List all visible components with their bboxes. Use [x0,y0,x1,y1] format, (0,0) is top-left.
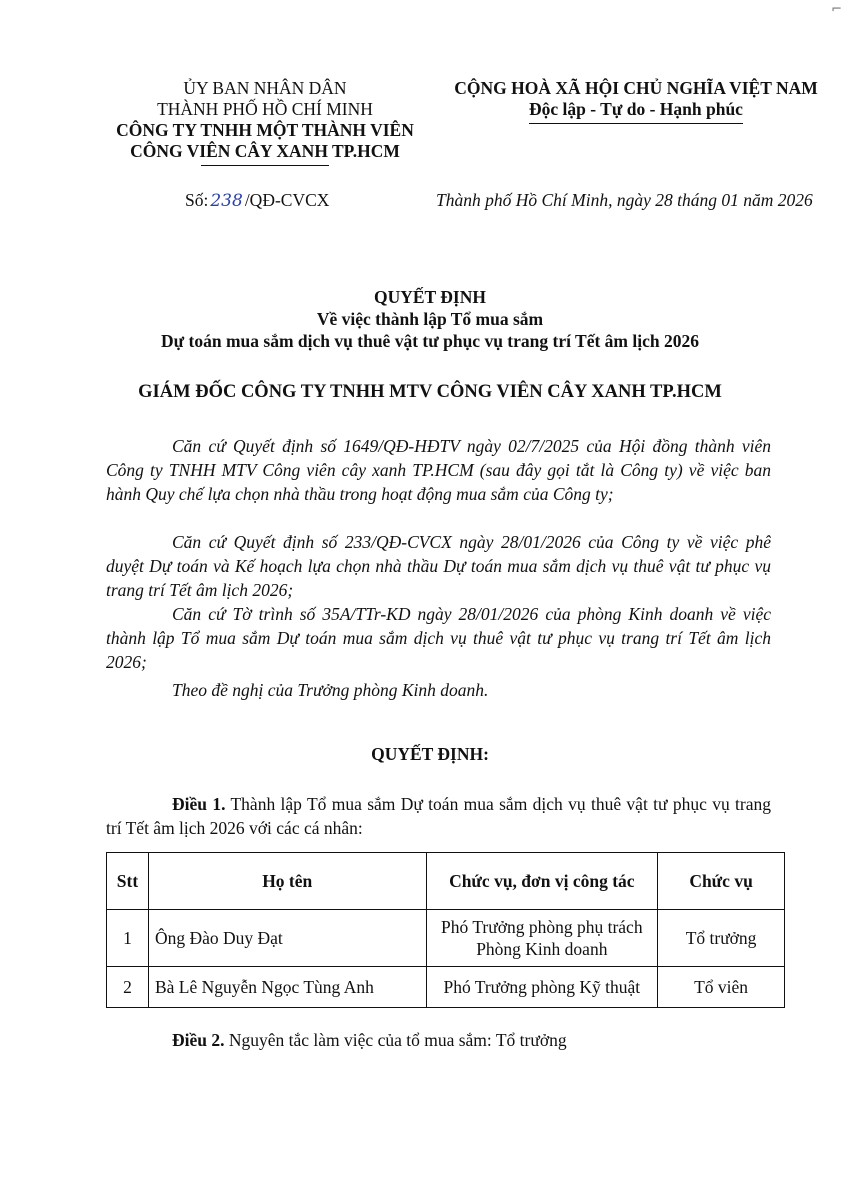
doc-number-handwritten: 238 [210,191,243,211]
header-name: Họ tên [148,853,426,910]
header-position: Chức vụ, đơn vị công tác [426,853,658,910]
table-row [107,967,785,1008]
article-1 [106,792,771,840]
issuer-line-2: THÀNH PHỐ HỒ CHÍ MINH [157,99,373,119]
cell-position [426,910,658,967]
date-line: Thành phố Hồ Chí Minh, ngày 28 tháng 01 năm 2026 [436,190,813,210]
members-table [106,852,785,1008]
basis-text-1: Căn cứ Quyết định số 1649/QĐ-HĐTV ngày 02/7/2025 của Hội đồng thành viên Công ty TNHH MTV Công viên cây xanh TP.HCM (sau đây gọi tắt là Công ty) về việc ban hành Quy chế lựa chọn nhà thầu trong hoạt động mua sắm của Công ty; [106,436,771,504]
document-title [90,286,770,352]
document-number [185,190,329,211]
cell-position-line-2: Phòng Kinh doanh [476,939,608,959]
cell-position-line-1: Phó Trưởng phòng phụ trách [441,917,643,937]
table-row [107,910,785,967]
article-2-text: Nguyên tắc làm việc của tổ mua sắm: Tổ trưởng [224,1030,567,1050]
cell-name: Ông Đào Duy Đạt [148,910,426,967]
issuer-line-4: CÔNG VIÊN CÂY XANH TP.HCM [130,141,400,161]
title-line-2: Về việc thành lập Tổ mua sắm [316,309,544,329]
national-header [436,78,836,124]
decision-heading: QUYẾT ĐỊNH: [371,744,489,764]
national-motto: Độc lập - Tự do - Hạnh phúc [529,99,743,124]
title-line-3: Dự toán mua sắm dịch vụ thuê vật tư phục vụ trang trí Tết âm lịch 2026 [161,331,699,351]
basis-text-2: Căn cứ Quyết định số 233/QĐ-CVCX ngày 28/01/2026 của Công ty về việc phê duyệt Dự toán và Kế hoạch lựa chọn nhà thầu Dự toán mua sắm dịch vụ thuê vật tư phục vụ trang trí Tết âm lịch 2026; [106,532,771,600]
corner-mark: ⌐ [831,2,842,17]
doc-number-prefix: Số: [185,190,209,210]
cell-position-line-1: Phó Trưởng phòng Kỹ thuật [443,977,641,997]
basis-paragraph-4 [106,678,771,702]
cell-role: Tổ viên [658,967,785,1008]
header-role: Chức vụ [658,853,785,910]
basis-paragraph-1 [106,434,771,506]
cell-stt: 2 [107,967,149,1008]
basis-paragraph-2 [106,530,771,602]
issuer-underline [201,165,329,166]
header-stt: Stt [107,853,149,910]
basis-text-4: Theo đề nghị của Trưởng phòng Kinh doanh. [172,680,489,700]
issuer-line-3: CÔNG TY TNHH MỘT THÀNH VIÊN [116,120,414,140]
cell-stt: 1 [107,910,149,967]
national-title: CỘNG HOÀ XÃ HỘI CHỦ NGHĨA VIỆT NAM [454,78,818,98]
basis-text-3: Căn cứ Tờ trình số 35A/TTr-KD ngày 28/01/2026 của phòng Kinh doanh về việc thành lập Tổ mua sắm Dự toán mua sắm dịch vụ thuê vật tư phục vụ trang trí Tết âm lịch 2026; [106,604,771,672]
article-1-text: Thành lập Tổ mua sắm Dự toán mua sắm dịch vụ thuê vật tư phục vụ trang trí Tết âm lịch 2026 với các cá nhân: [106,794,771,838]
basis-paragraph-3 [106,602,771,674]
title-line-1: QUYẾT ĐỊNH [374,287,486,307]
cell-name: Bà Lê Nguyễn Ngọc Tùng Anh [148,967,426,1008]
director-heading: GIÁM ĐỐC CÔNG TY TNHH MTV CÔNG VIÊN CÂY XANH TP.HCM [138,382,722,402]
issuer-line-1: ỦY BAN NHÂN DÂN [183,78,347,98]
cell-role: Tổ trưởng [658,910,785,967]
article-2-label: Điều 2. [172,1030,225,1050]
issuer-header [90,78,440,166]
article-1-label: Điều 1. [172,794,226,814]
table-header-row [107,853,785,910]
doc-number-suffix: /QĐ-CVCX [244,190,330,210]
cell-position [426,967,658,1008]
article-2 [106,1028,771,1052]
